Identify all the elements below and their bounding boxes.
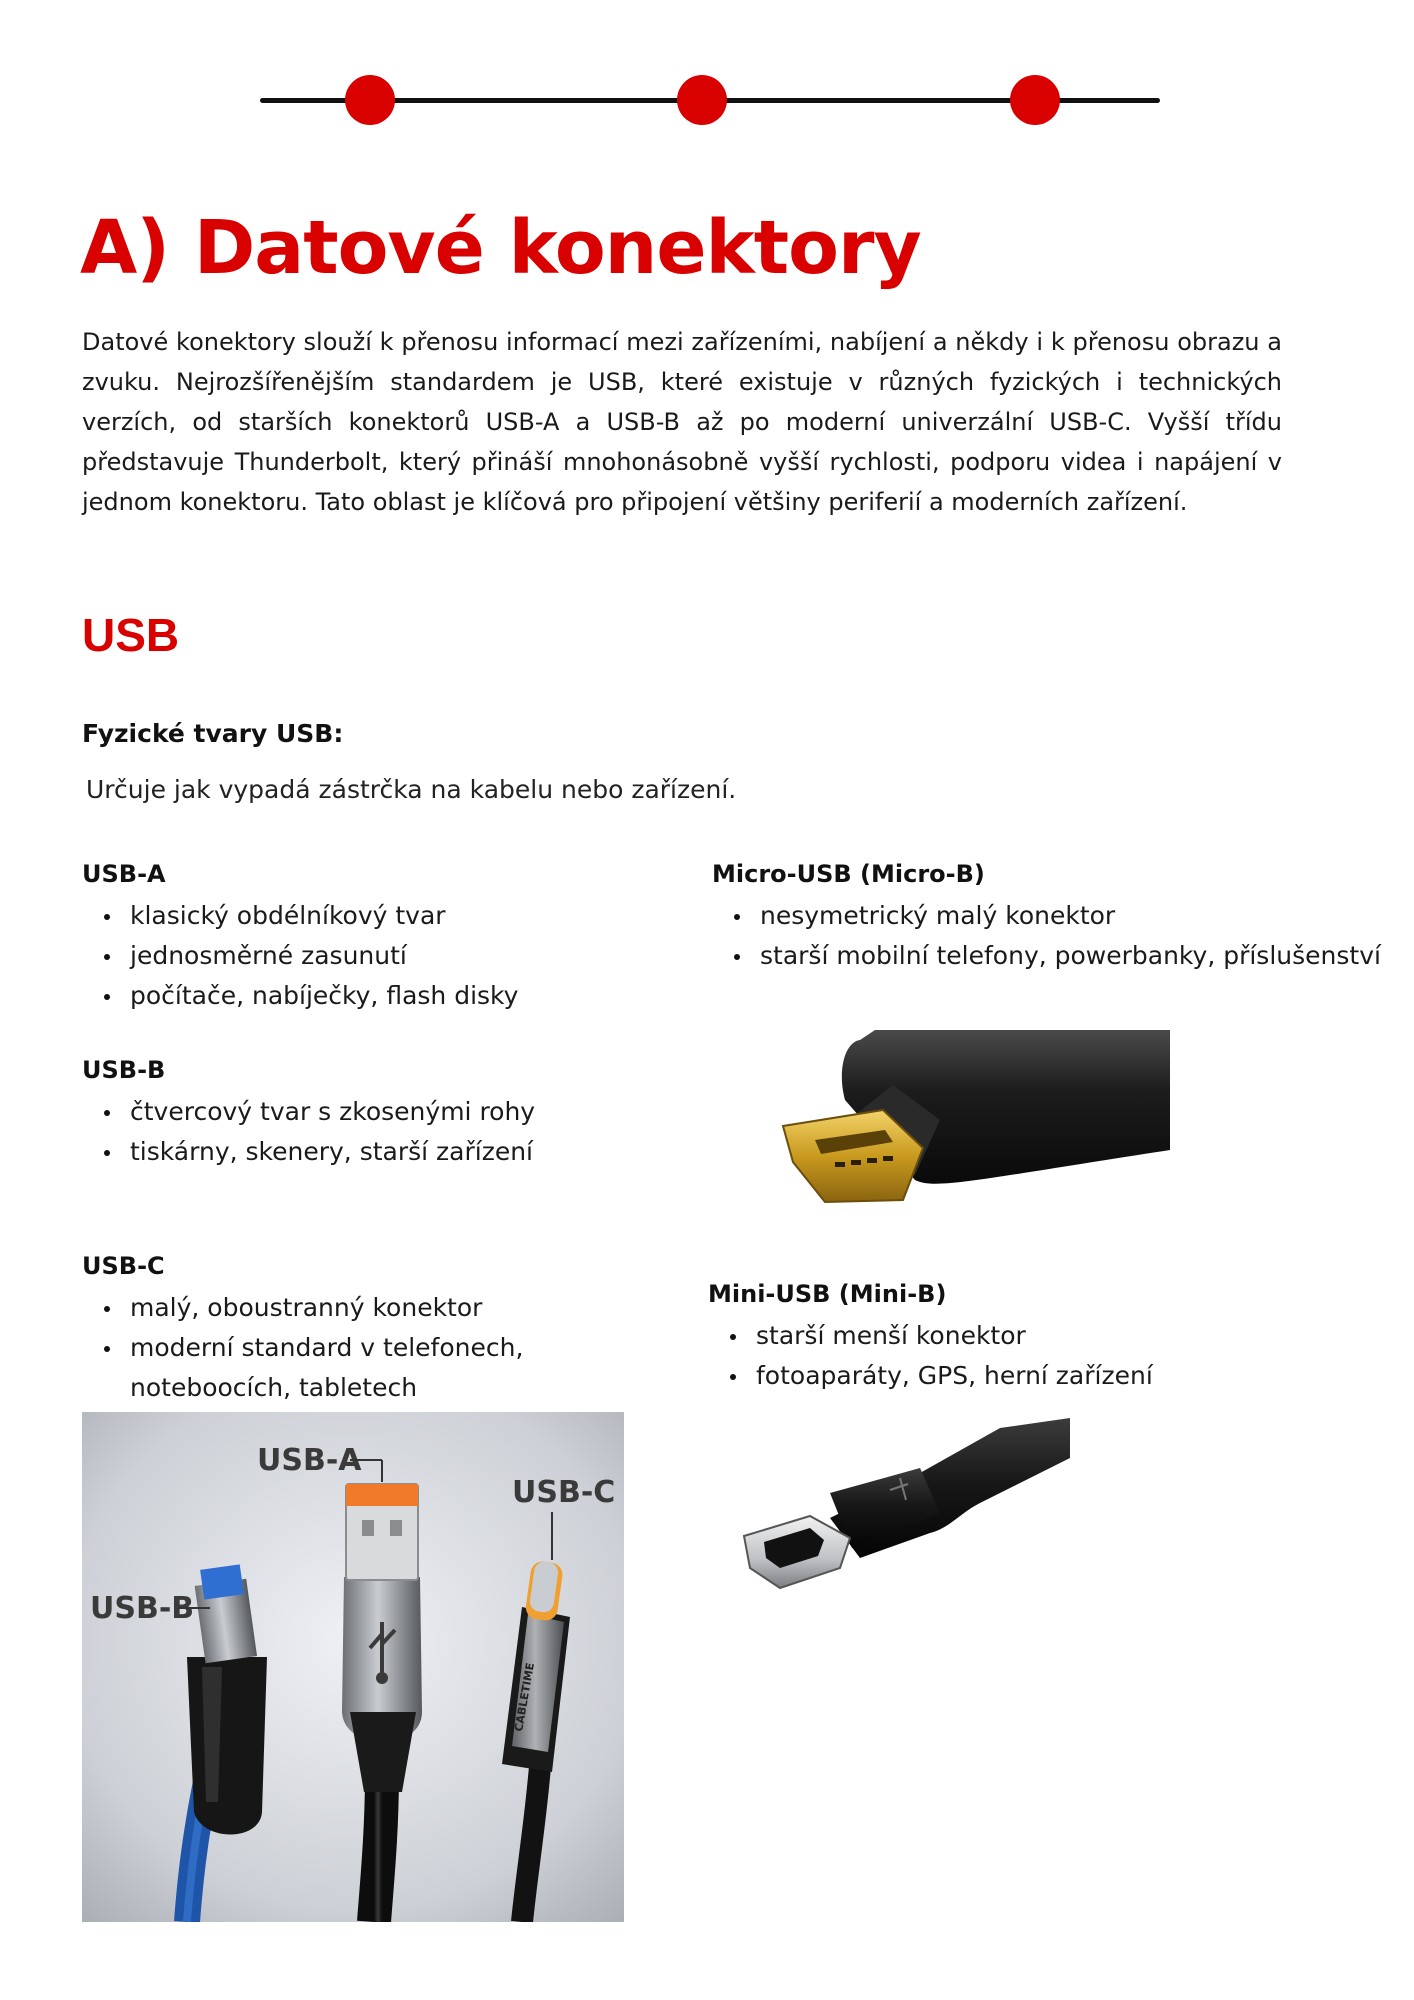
- usb-c-section: [82, 1252, 560, 1408]
- brand-label: CABLETIME: [512, 1661, 538, 1733]
- usb-c-title: USB-C: [82, 1252, 165, 1280]
- list-item: moderní standard v telefonech, noteboocích, tabletech: [130, 1328, 560, 1408]
- usb-a-section: [82, 860, 518, 1016]
- label-usb-a: USB-A: [257, 1443, 362, 1478]
- usb-b-title: USB-B: [82, 1056, 166, 1084]
- mini-usb-bullets: [708, 1316, 1153, 1396]
- list-item: čtvercový tvar s zkosenými rohy: [130, 1092, 535, 1132]
- label-usb-c: USB-C: [512, 1475, 616, 1510]
- micro-usb-photo: [775, 1030, 1170, 1205]
- mini-usb-section: [708, 1280, 1153, 1396]
- mini-usb-photo: [740, 1418, 1070, 1603]
- header-dot-icon: [677, 75, 727, 125]
- list-item: klasický obdélníkový tvar: [130, 896, 518, 936]
- mini-usb-title: Mini-USB (Mini-B): [708, 1280, 947, 1308]
- page-title: A) Datové konektory: [80, 205, 921, 291]
- list-item: počítače, nabíječky, flash disky: [130, 976, 518, 1016]
- usb-b-bullets: [82, 1092, 535, 1172]
- label-usb-b: USB-B: [90, 1591, 195, 1626]
- usb-c-bullets: [82, 1288, 560, 1408]
- list-item: starší mobilní telefony, powerbanky, příslušenství: [760, 936, 1381, 976]
- list-item: jednosměrné zasunutí: [130, 936, 518, 976]
- list-item: fotoaparáty, GPS, herní zařízení: [756, 1356, 1153, 1396]
- list-item: starší menší konektor: [756, 1316, 1153, 1356]
- micro-usb-bullets: [712, 896, 1381, 976]
- micro-usb-section: [712, 860, 1381, 976]
- usb-b-section: [82, 1056, 535, 1172]
- micro-usb-title: Micro-USB (Micro-B): [712, 860, 985, 888]
- list-item: malý, oboustranný konektor: [130, 1288, 560, 1328]
- list-item: nesymetrický malý konektor: [760, 896, 1381, 936]
- header-dot-icon: [1010, 75, 1060, 125]
- physical-shapes-heading: Fyzické tvary USB:: [82, 719, 344, 748]
- usb-cables-photo: [82, 1412, 624, 1922]
- usb-a-title: USB-A: [82, 860, 166, 888]
- list-item: tiskárny, skenery, starší zařízení: [130, 1132, 535, 1172]
- physical-shapes-description: Určuje jak vypadá zástrčka na kabelu nebo zařízení.: [86, 775, 737, 804]
- intro-paragraph: Datové konektory slouží k přenosu informací mezi zařízeními, nabíjení a někdy i k přenosu obrazu a zvuku. Nejrozšířenějším standardem je USB, které existuje v různých fyzických i technických verzích, od starších konektorů USB-A a USB-B až po moderní univerzální USB-C. Vyšší třídu představuje Thunderbolt, který přináší mnohonásobně vyšší rychlosti, podporu videa i napájení v jednom konektoru. Tato oblast je klíčová pro připojení většiny periferií a moderních zařízení.: [82, 328, 1282, 516]
- usb-section-heading: USB: [82, 609, 180, 661]
- header-dot-icon: [345, 75, 395, 125]
- usb-a-bullets: [82, 896, 518, 1016]
